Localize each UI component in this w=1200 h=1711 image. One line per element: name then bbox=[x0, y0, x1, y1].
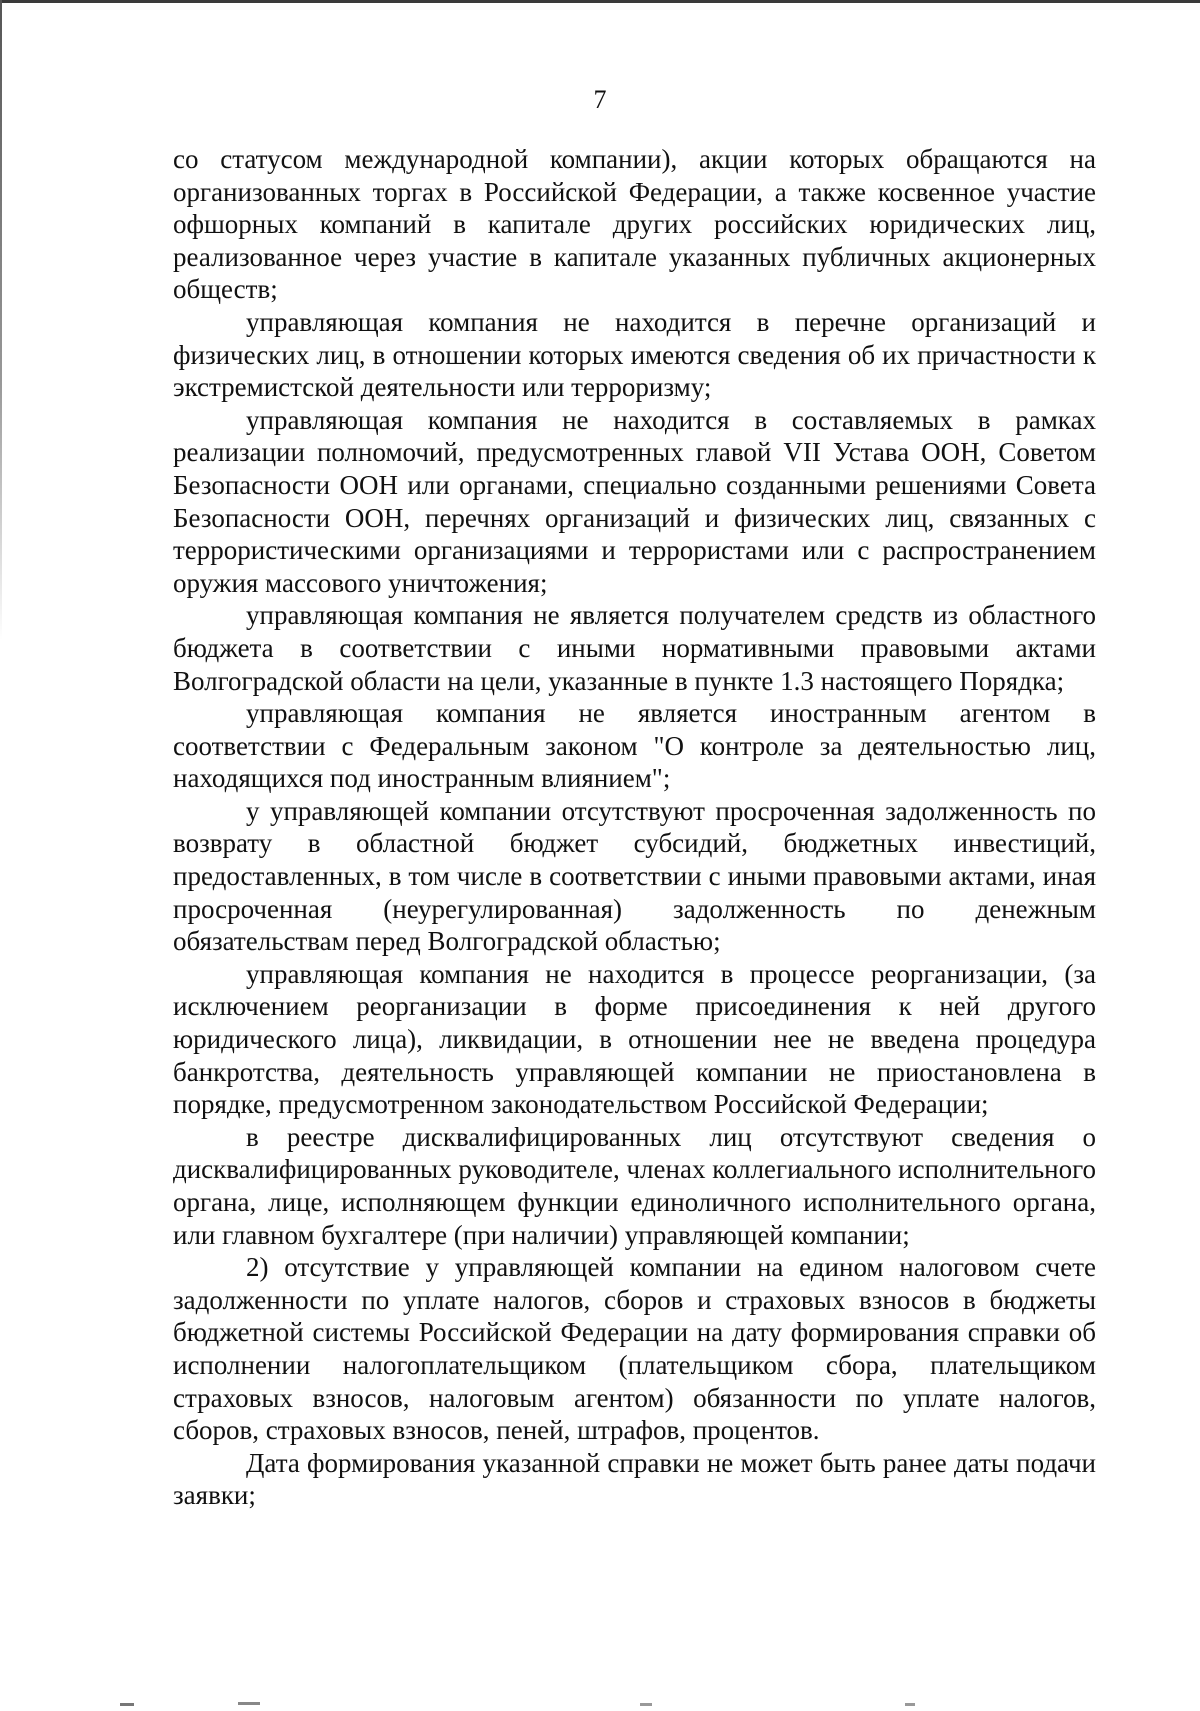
paragraph-tax-debt: 2) отсутствие у управляющей компании на едином налоговом счете задолженности по уплате налогов, сборов и страховых взносов в бюджеты бюджетной системы Российской Федерации на дату формирования справки об исполнении налогоплательщиком (плательщиком сбора, плательщиком страховых взносов, налоговым агентом) обязанности по уплате налогов, сборов, страховых взносов, пеней, штрафов, процентов. bbox=[173, 1252, 1096, 1446]
scan-top-border bbox=[0, 0, 1200, 3]
paragraph-overdue-debt: у управляющей компании отсутствуют просроченная задолженность по возврату в областной бюджет субсидий, бюджетных инвестиций, предоставленных, в том числе в соответствии с иными правовыми актами, иная просроченная (неурегулированная) задолженность по денежным обязательствам перед Волгоградской областью; bbox=[173, 795, 1096, 957]
document-body bbox=[173, 143, 1096, 1512]
paragraph-extremism-list: управляющая компания не находится в перечне организаций и физических лиц, в отношении которых имеются сведения об их причастности к экстремистской деятельности или терроризму; bbox=[173, 306, 1096, 403]
page-number: 7 bbox=[593, 85, 607, 114]
paragraph-certificate-date: Дата формирования указанной справки не может быть ранее даты подачи заявки; bbox=[173, 1447, 1096, 1511]
scan-bottom-specks bbox=[0, 1697, 1200, 1711]
paragraph-regional-budget: управляющая компания не является получателем средств из областного бюджета в соответствии с иными нормативными правовыми актами Волгоградской области на цели, указанные в пункте 1.3 настоящего Порядка; bbox=[173, 600, 1096, 696]
paragraph-continuation: со статусом международной компании), акции которых обращаются на организованных торгах в Российской Федерации, а также косвенное участие офшорных компаний в капитале других российских юридических лиц, реализованное через участие в капитале указанных публичных акционерных обществ; bbox=[173, 144, 1096, 305]
paragraph-disqualified-persons: в реестре дисквалифицированных лиц отсутствуют сведения о дисквалифицированных руководителе, членах коллегиального исполнительного органа, лице, исполняющем функции единоличного исполнительного органа, или главном бухгалтере (при наличии) управляющей компании; bbox=[173, 1121, 1096, 1250]
paragraph-reorganization: управляющая компания не находится в процессе реорганизации, (за исключением реорганизации в форме присоединения к ней другого юридического лица), ликвидации, в отношении нее не введена процедура банкротства, деятельность управляющей компании не приостановлена в порядке, предусмотренном законодательством Российской Федерации; bbox=[173, 958, 1096, 1120]
paragraph-foreign-agent: управляющая компания не является иностранным агентом в соответствии с Федеральным законом "О контроле за деятельностью лиц, находящихся под иностранным влиянием"; bbox=[173, 698, 1096, 794]
paragraph-un-security-council: управляющая компания не находится в составляемых в рамках реализации полномочий, предусмотренных главой VII Устава ООН, Советом Безопасности ООН или органами, специально созданными решениями Совета Безопасности ООН, перечнях организаций и физических лиц, связанных с террористическими организациями и террористами или с распространением оружия массового уничтожения; bbox=[173, 404, 1096, 598]
